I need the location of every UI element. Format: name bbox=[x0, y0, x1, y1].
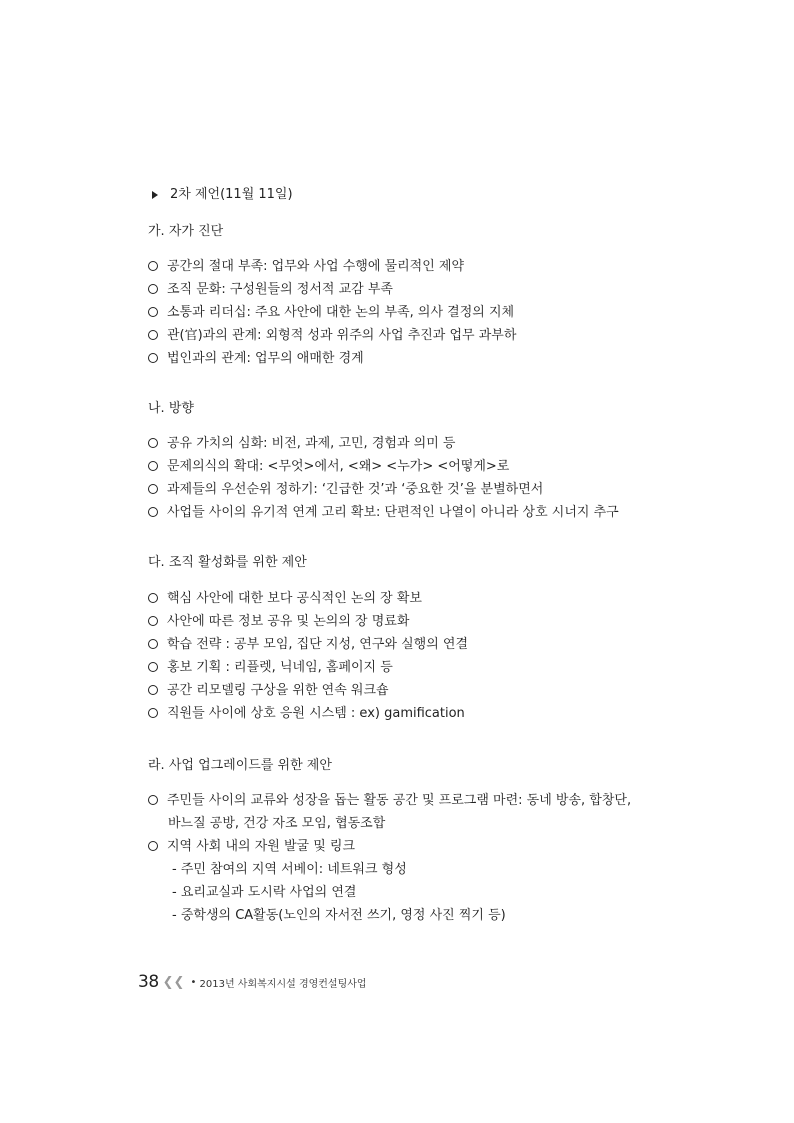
dot-icon: • bbox=[190, 976, 200, 988]
circle-bullet-icon bbox=[148, 284, 158, 294]
proposal-heading bbox=[152, 186, 293, 204]
section-title-org-activation: 다. 조직 활성화를 위한 제안 bbox=[148, 555, 307, 570]
circle-bullet-icon bbox=[148, 307, 158, 317]
circle-bullet-icon bbox=[148, 353, 158, 363]
triangle-bullet-icon bbox=[152, 191, 158, 199]
proposal-heading-text: 2차 제언(11월 11일) bbox=[170, 187, 293, 202]
list-item: 학습 전략 : 공부 모임, 집단 지성, 연구와 실행의 연결 bbox=[148, 633, 668, 656]
section-title-direction: 나. 방향 bbox=[148, 401, 194, 416]
list-item: 조직 문화: 구성원들의 정서적 교감 부족 bbox=[148, 278, 668, 301]
circle-bullet-icon bbox=[148, 261, 158, 271]
circle-bullet-icon bbox=[148, 330, 158, 340]
org-activation-list bbox=[148, 587, 668, 725]
program-upgrade-list bbox=[148, 789, 668, 927]
list-item-continuation: 바느질 공방, 건강 자조 모임, 협동조합 bbox=[168, 816, 386, 831]
list-item: 공간 리모델링 구상을 위한 연속 워크숍 bbox=[148, 679, 668, 702]
circle-bullet-icon bbox=[148, 484, 158, 494]
list-item: 지역 사회 내의 자원 발굴 및 링크 bbox=[148, 835, 668, 858]
section-title-self-diagnosis: 가. 자가 진단 bbox=[148, 224, 224, 239]
publication-title: 2013년 사회복지시설 경영컨설팅사업 bbox=[199, 978, 367, 990]
list-item: 공간의 절대 부족: 업무와 사업 수행에 물리적인 제약 bbox=[148, 255, 668, 278]
circle-bullet-icon bbox=[148, 708, 158, 718]
circle-bullet-icon bbox=[148, 662, 158, 672]
page-footer bbox=[138, 972, 367, 992]
list-item: 소통과 리더십: 주요 사안에 대한 논의 부족, 의사 결정의 지체 bbox=[148, 301, 668, 324]
circle-bullet-icon bbox=[148, 841, 158, 851]
list-item: 사안에 따른 정보 공유 및 논의의 장 명료화 bbox=[148, 610, 668, 633]
sub-list-item: - 요리교실과 도시락 사업의 연결 bbox=[172, 885, 357, 900]
double-chevron-left-icon: ❮❮ bbox=[162, 974, 185, 990]
circle-bullet-icon bbox=[148, 639, 158, 649]
sub-list-item: - 중학생의 CA활동(노인의 자서전 쓰기, 영정 사진 찍기 등) bbox=[172, 908, 506, 923]
self-diagnosis-list bbox=[148, 255, 668, 370]
direction-list bbox=[148, 432, 668, 524]
list-item: 법인과의 관계: 업무의 애매한 경계 bbox=[148, 347, 668, 370]
list-item: 직원들 사이에 상호 응원 시스템 : ex) gamification bbox=[148, 702, 668, 725]
list-item: 사업들 사이의 유기적 연계 고리 확보: 단편적인 나열이 아니라 상호 시너지 추구 bbox=[148, 501, 668, 524]
circle-bullet-icon bbox=[148, 438, 158, 448]
circle-bullet-icon bbox=[148, 507, 158, 517]
list-item: 홍보 기획 : 리플렛, 닉네임, 홈페이지 등 bbox=[148, 656, 668, 679]
list-item: 핵심 사안에 대한 보다 공식적인 논의 장 확보 bbox=[148, 587, 668, 610]
circle-bullet-icon bbox=[148, 795, 158, 805]
circle-bullet-icon bbox=[148, 461, 158, 471]
list-item: 주민들 사이의 교류와 성장을 돕는 활동 공간 및 프로그램 마련: 동네 방송, 합창단, bbox=[148, 789, 668, 812]
list-item: 과제들의 우선순위 정하기: ‘긴급한 것’과 ‘중요한 것’을 분별하면서 bbox=[148, 478, 668, 501]
sub-list-item: - 주민 참여의 지역 서베이: 네트워크 형성 bbox=[172, 862, 407, 877]
circle-bullet-icon bbox=[148, 616, 158, 626]
list-item: 관(官)과의 관계: 외형적 성과 위주의 사업 추진과 업무 과부하 bbox=[148, 324, 668, 347]
section-title-program-upgrade: 라. 사업 업그레이드를 위한 제안 bbox=[148, 758, 332, 773]
list-item: 문제의식의 확대: <무엇>에서, <왜> <누가> <어떻게>로 bbox=[148, 455, 668, 478]
circle-bullet-icon bbox=[148, 685, 158, 695]
list-item: 공유 가치의 심화: 비전, 과제, 고민, 경험과 의미 등 bbox=[148, 432, 668, 455]
circle-bullet-icon bbox=[148, 593, 158, 603]
page-number: 38 bbox=[138, 972, 159, 992]
